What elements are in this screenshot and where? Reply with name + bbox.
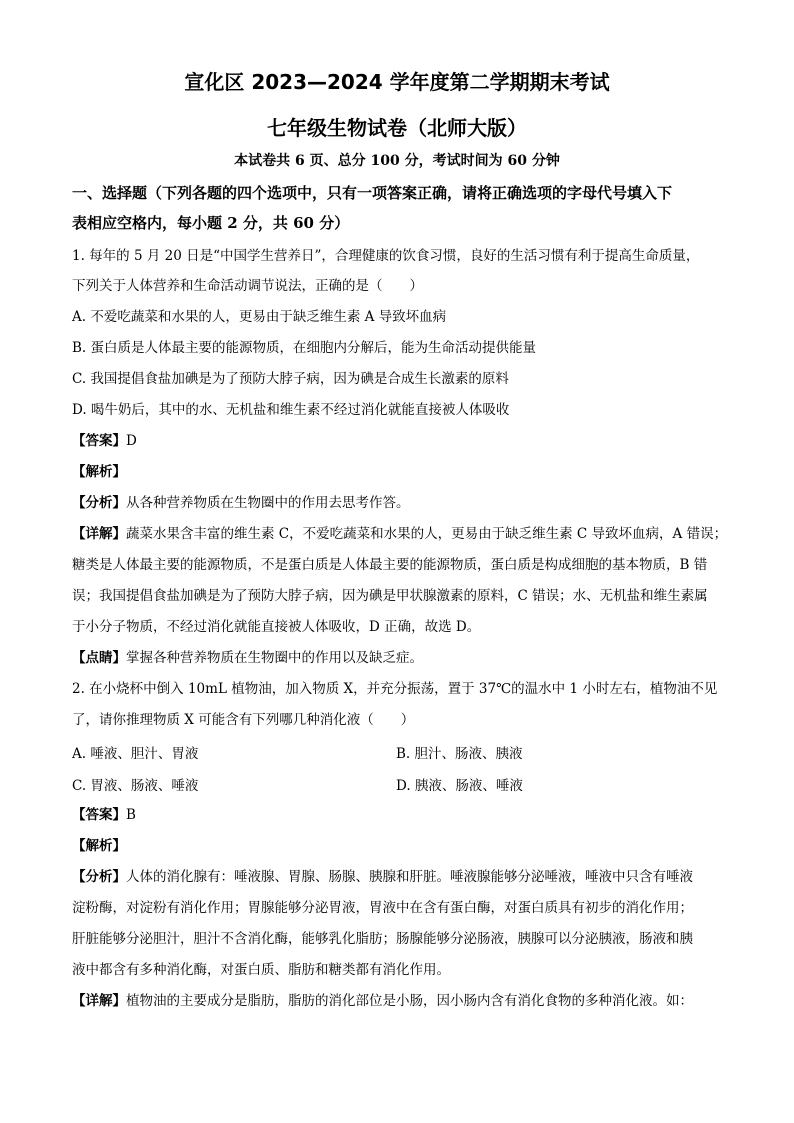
exam-title: 宣化区 2023—2024 学年度第二学期期末考试: [184, 70, 610, 94]
section-heading-line2: 表相应空格内，每小题 2 分，共 60 分）: [72, 214, 350, 232]
q2-fenxi-line3: 肝脏能够分泌胆汁，胆汁不含消化酶，能够乳化脂肪；肠腺能够分泌肠液，胰腺可以分泌胰液，肠液和胰: [72, 931, 693, 947]
q1-dianjing: [72, 648, 423, 668]
q2-fenxi-line4: 液中都含有多种消化酶，对蛋白质、脂肪和糖类都有消化作用。: [72, 962, 450, 978]
q2-option-c: C. 胃液、肠液、唾液: [72, 778, 199, 794]
q2-fenxi-line2: 淀粉酶，对淀粉有消化作用；胃腺能够分泌胃液，胃液中在含有蛋白酶，对蛋白质具有初步的消化作用；: [72, 900, 693, 916]
answer-value: D: [126, 433, 137, 449]
xiangjie-tag: 【详解】: [72, 526, 126, 542]
dianjing-tag: 【点睛】: [72, 650, 126, 666]
section-heading-line1: 一、选择题（下列各题的四个选项中，只有一项答案正确，请将正确选项的字母代号填入下: [72, 184, 673, 202]
q1-option-b: B. 蛋白质是人体最主要的能源物质，在细胞内分解后，能为生命活动提供能量: [72, 340, 537, 356]
q2-option-a: A. 唾液、胆汁、胃液: [72, 746, 199, 762]
xiangjie-text: 蔬菜水果含丰富的维生素 C，不爱吃蔬菜和水果的人，更易由于缺乏维生素 C 导致坏血病，A 错误；: [126, 526, 728, 542]
q2-analysis-tag: [72, 836, 126, 856]
q2-stem-line2: 了，请你推理物质 X 可能含有下列哪几种消化液（ ）: [72, 712, 415, 728]
q2-option-b: B. 胆汁、肠液、胰液: [396, 746, 523, 762]
q1-analysis-tag: [72, 462, 126, 482]
analysis-tag: 【解析】: [72, 464, 126, 480]
q1-answer: [72, 431, 137, 451]
q1-fenxi: [72, 493, 410, 513]
dianjing-text: 掌握各种营养物质在生物圈中的作用以及缺乏症。: [126, 650, 423, 666]
q2-fenxi-line1: [72, 867, 693, 887]
exam-info: 本试卷共 6 页、总分 100 分，考试时间为 60 分钟: [234, 153, 560, 169]
fenxi-text: 人体的消化腺有：唾液腺、胃腺、肠腺、胰腺和肝脏。唾液腺能够分泌唾液，唾液中只含有唾液: [126, 869, 693, 885]
q1-stem-line1: 1. 每年的 5 月 20 日是“中国学生营养日”，合理健康的饮食习惯，良好的生活习惯有利于提高生命质量，: [72, 248, 700, 264]
q1-option-a: A. 不爱吃蔬菜和水果的人，更易由于缺乏维生素 A 导致坏血病: [72, 309, 447, 325]
fenxi-text: 从各种营养物质在生物圈中的作用去思考作答。: [126, 495, 410, 511]
q1-option-c: C. 我国提倡食盐加碘是为了预防大脖子病，因为碘是合成生长激素的原料: [72, 371, 509, 387]
q2-option-d: D. 胰液、肠液、唾液: [396, 778, 523, 794]
answer-tag: 【答案】: [72, 433, 126, 449]
fenxi-tag: 【分析】: [72, 869, 126, 885]
q1-xiangjie-line3: 误；我国提倡食盐加碘是为了预防大脖子病，因为碘是甲状腺激素的原料，C 错误；水、无机盐和维生素属: [72, 588, 708, 604]
q1-option-d: D. 喝牛奶后，其中的水、无机盐和维生素不经过消化就能直接被人体吸收: [72, 402, 510, 418]
q2-xiangjie-line1: [72, 991, 693, 1011]
q1-stem-line2: 下列关于人体营养和生命活动调节说法，正确的是（ ）: [72, 278, 423, 294]
q2-stem-line1: 2. 在小烧杯中倒入 10mL 植物油，加入物质 X，并充分振荡，置于 37℃的温水中 1 小时左右，植物油不见: [72, 681, 718, 697]
q1-xiangjie-line4: 于小分子物质，不经过消化就能直接被人体吸收，D 正确，故选 D。: [72, 619, 481, 635]
xiangjie-tag: 【详解】: [72, 993, 126, 1009]
exam-subtitle: 七年级生物试卷（北师大版）: [267, 116, 527, 140]
q2-answer: [72, 805, 136, 825]
answer-tag: 【答案】: [72, 807, 126, 823]
fenxi-tag: 【分析】: [72, 495, 126, 511]
answer-value: B: [126, 807, 136, 823]
xiangjie-text: 植物油的主要成分是脂肪，脂肪的消化部位是小肠，因小肠内含有消化食物的多种消化液。如：: [126, 993, 693, 1009]
q1-xiangjie-line2: 糖类是人体最主要的能源物质，不是蛋白质是人体最主要的能源物质，蛋白质是构成细胞的基本物质，B 错: [72, 557, 708, 573]
analysis-tag: 【解析】: [72, 838, 126, 854]
q1-xiangjie-line1: [72, 524, 727, 544]
